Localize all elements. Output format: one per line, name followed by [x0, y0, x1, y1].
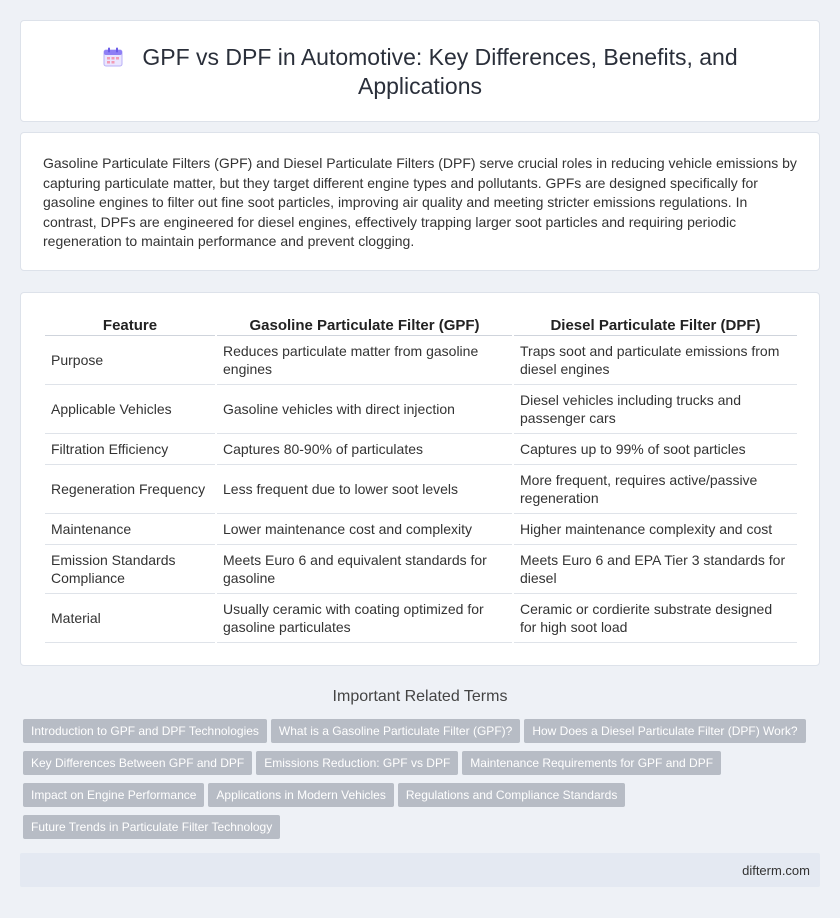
feature-cell: Applicable Vehicles	[45, 385, 215, 434]
gpf-cell: Captures 80-90% of particulates	[217, 434, 512, 465]
tag-row	[23, 815, 813, 847]
related-term-tag[interactable]: Introduction to GPF and DPF Technologies	[23, 719, 267, 743]
footer	[20, 853, 820, 887]
related-term-tag[interactable]: Future Trends in Particulate Filter Technology	[23, 815, 280, 839]
intro-card	[20, 132, 820, 271]
calendar-icon	[102, 46, 124, 68]
dpf-cell: Higher maintenance complexity and cost	[514, 514, 797, 545]
feature-cell: Filtration Efficiency	[45, 434, 215, 465]
feature-cell: Regeneration Frequency	[45, 465, 215, 514]
comparison-table-card	[20, 292, 820, 666]
tag-row	[23, 751, 813, 783]
dpf-cell: More frequent, requires active/passive regeneration	[514, 465, 797, 514]
dpf-cell: Diesel vehicles including trucks and passenger cars	[514, 385, 797, 434]
table-row	[45, 385, 797, 434]
comparison-table	[43, 314, 799, 643]
dpf-cell: Traps soot and particulate emissions from diesel engines	[514, 336, 797, 385]
header-feature: Feature	[45, 314, 215, 336]
table-row	[45, 514, 797, 545]
gpf-cell: Less frequent due to lower soot levels	[217, 465, 512, 514]
feature-cell: Maintenance	[45, 514, 215, 545]
related-term-tag[interactable]: Maintenance Requirements for GPF and DPF	[462, 751, 721, 775]
feature-cell: Emission Standards Compliance	[45, 545, 215, 594]
intro-paragraph: Gasoline Particulate Filters (GPF) and Diesel Particulate Filters (DPF) serve crucial roles in reducing vehicle emissions by capturing particulate matter, but they target different engine types and pollutants. GPFs are designed specifically for gasoline engines to filter out fine soot particles, improving air quality and meeting stricter emissions regulations. In contrast, DPFs are engineered for diesel engines, effectively trapping larger soot particles and requiring periodic regeneration to maintain performance and prevent clogging.	[43, 155, 797, 249]
related-terms-list	[23, 719, 813, 847]
header-card	[20, 20, 820, 122]
dpf-cell: Ceramic or cordierite substrate designed for high soot load	[514, 594, 797, 643]
gpf-cell: Usually ceramic with coating optimized for gasoline particulates	[217, 594, 512, 643]
related-term-tag[interactable]: Key Differences Between GPF and DPF	[23, 751, 252, 775]
gpf-cell: Lower maintenance cost and complexity	[217, 514, 512, 545]
related-terms-title: Important Related Terms	[332, 688, 508, 705]
gpf-cell: Meets Euro 6 and equivalent standards for gasoline	[217, 545, 512, 594]
table-row	[45, 594, 797, 643]
related-term-tag[interactable]: Impact on Engine Performance	[23, 783, 204, 807]
gpf-cell: Reduces particulate matter from gasoline engines	[217, 336, 512, 385]
related-term-tag[interactable]: How Does a Diesel Particulate Filter (DPF) Work?	[524, 719, 805, 743]
table-header-row	[45, 314, 797, 336]
gpf-cell: Gasoline vehicles with direct injection	[217, 385, 512, 434]
table-row	[45, 336, 797, 385]
footer-site-link[interactable]: difterm.com	[742, 863, 810, 878]
feature-cell: Purpose	[45, 336, 215, 385]
related-term-tag[interactable]: Regulations and Compliance Standards	[398, 783, 625, 807]
table-row	[45, 545, 797, 594]
related-term-tag[interactable]: What is a Gasoline Particulate Filter (GPF)?	[271, 719, 520, 743]
dpf-cell: Meets Euro 6 and EPA Tier 3 standards for diesel	[514, 545, 797, 594]
tag-row	[23, 783, 813, 815]
related-term-tag[interactable]: Applications in Modern Vehicles	[208, 783, 393, 807]
title-wrap	[21, 43, 819, 101]
page-title	[81, 43, 759, 101]
header-gpf: Gasoline Particulate Filter (GPF)	[217, 314, 512, 336]
table-row	[45, 434, 797, 465]
dpf-cell: Captures up to 99% of soot particles	[514, 434, 797, 465]
page-title-text: GPF vs DPF in Automotive: Key Differences, Benefits, and Applications	[142, 44, 738, 99]
feature-cell: Material	[45, 594, 215, 643]
tag-row	[23, 719, 813, 751]
table-row	[45, 465, 797, 514]
related-term-tag[interactable]: Emissions Reduction: GPF vs DPF	[256, 751, 458, 775]
header-dpf: Diesel Particulate Filter (DPF)	[514, 314, 797, 336]
